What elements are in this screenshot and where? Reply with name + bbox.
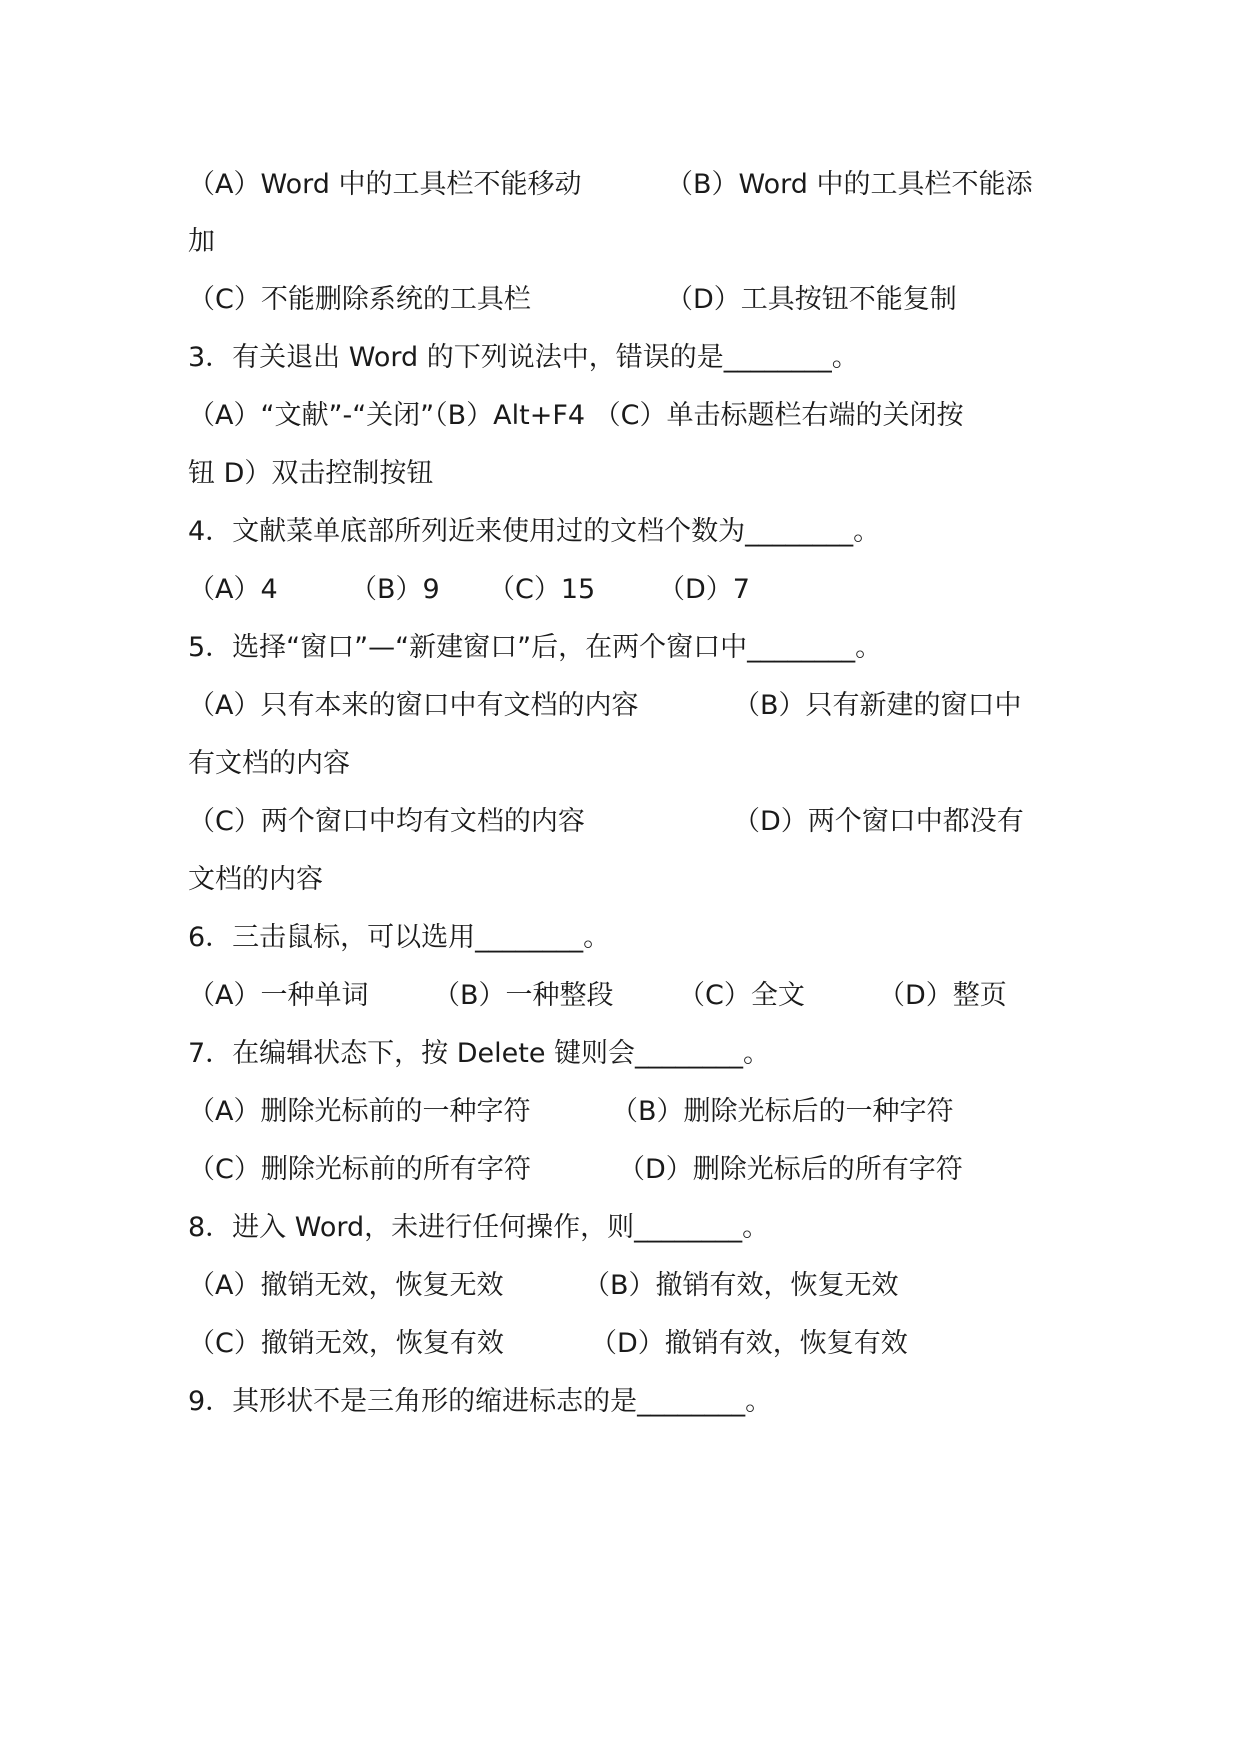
q6-options-line (188, 976, 1068, 1016)
q2-option-a: （A）Word 中的工具栏不能移动 (188, 169, 582, 200)
q5-option-d-wrap: 文档的内容 (188, 864, 323, 895)
q3-options-line1: （A）“文献”-“关闭”（B）Alt+F4 （C）单击标题栏右端的关闭按 (188, 400, 964, 431)
q8-question: 8．进入 Word，未进行任何操作，则________。 (188, 1212, 770, 1243)
q4-question: 4．文献菜单底部所列近来使用过的文档个数为________。 (188, 516, 881, 547)
q6-option-b: （B）一种整段 (433, 980, 614, 1011)
q7-option-a: （A）删除光标前的一种字符 (188, 1096, 531, 1127)
q4-options-line (188, 570, 1068, 610)
q8-option-a: （A）撤销无效，恢复无效 (188, 1270, 504, 1301)
q5-option-b-wrap: 有文档的内容 (188, 748, 350, 779)
q4-option-d: （D）7 (658, 574, 750, 605)
q2-options-cd-line (188, 280, 1068, 320)
q6-option-c: （C）全文 (678, 980, 805, 1011)
q9-question: 9．其形状不是三角形的缩进标志的是________。 (188, 1386, 773, 1417)
q6-option-a: （A）一种单词 (188, 980, 369, 1011)
q3-question: 3．有关退出 Word 的下列说法中，错误的是________。 (188, 342, 859, 373)
q2-options-ab-line (188, 165, 1068, 205)
q7-options-cd-line (188, 1150, 1068, 1190)
q4-option-b: （B）9 (350, 574, 440, 605)
q2-option-c: （C）不能删除系统的工具栏 (188, 284, 531, 315)
q5-options-cd-line (188, 802, 1068, 842)
q5-options-ab-line (188, 686, 1068, 726)
q7-option-d: （D）删除光标后的所有字符 (618, 1154, 963, 1185)
q2-option-b-wrap: 加 (188, 226, 215, 257)
q7-option-b: （B）删除光标后的一种字符 (611, 1096, 954, 1127)
q2-option-d: （D）工具按钮不能复制 (666, 284, 957, 315)
q7-question: 7．在编辑状态下，按 Delete 键则会________。 (188, 1038, 771, 1069)
q5-question: 5．选择“窗口”—“新建窗口”后，在两个窗口中________。 (188, 632, 883, 663)
q8-options-cd-line (188, 1324, 1068, 1364)
q5-option-d: （D）两个窗口中都没有 (733, 806, 1024, 837)
q5-option-a: （A）只有本来的窗口中有文档的内容 (188, 690, 639, 721)
q5-option-b: （B）只有新建的窗口中 (733, 690, 1022, 721)
q8-option-d: （D）撤销有效，恢复有效 (590, 1328, 908, 1359)
q4-option-c: （C）15 (488, 574, 596, 605)
q6-option-d: （D）整页 (878, 980, 1007, 1011)
q6-question: 6．三击鼠标，可以选用________。 (188, 922, 611, 953)
q7-option-c: （C）删除光标前的所有字符 (188, 1154, 531, 1185)
q8-option-c: （C）撤销无效，恢复有效 (188, 1328, 504, 1359)
q3-options-line2: 钮 D）双击控制按钮 (188, 458, 434, 489)
q8-options-ab-line (188, 1266, 1068, 1306)
q8-option-b: （B）撤销有效，恢复无效 (583, 1270, 899, 1301)
q5-option-c: （C）两个窗口中均有文档的内容 (188, 806, 585, 837)
q7-options-ab-line (188, 1092, 1068, 1132)
q2-option-b: （B）Word 中的工具栏不能添 (666, 169, 1033, 200)
q4-option-a: （A）4 (188, 574, 278, 605)
